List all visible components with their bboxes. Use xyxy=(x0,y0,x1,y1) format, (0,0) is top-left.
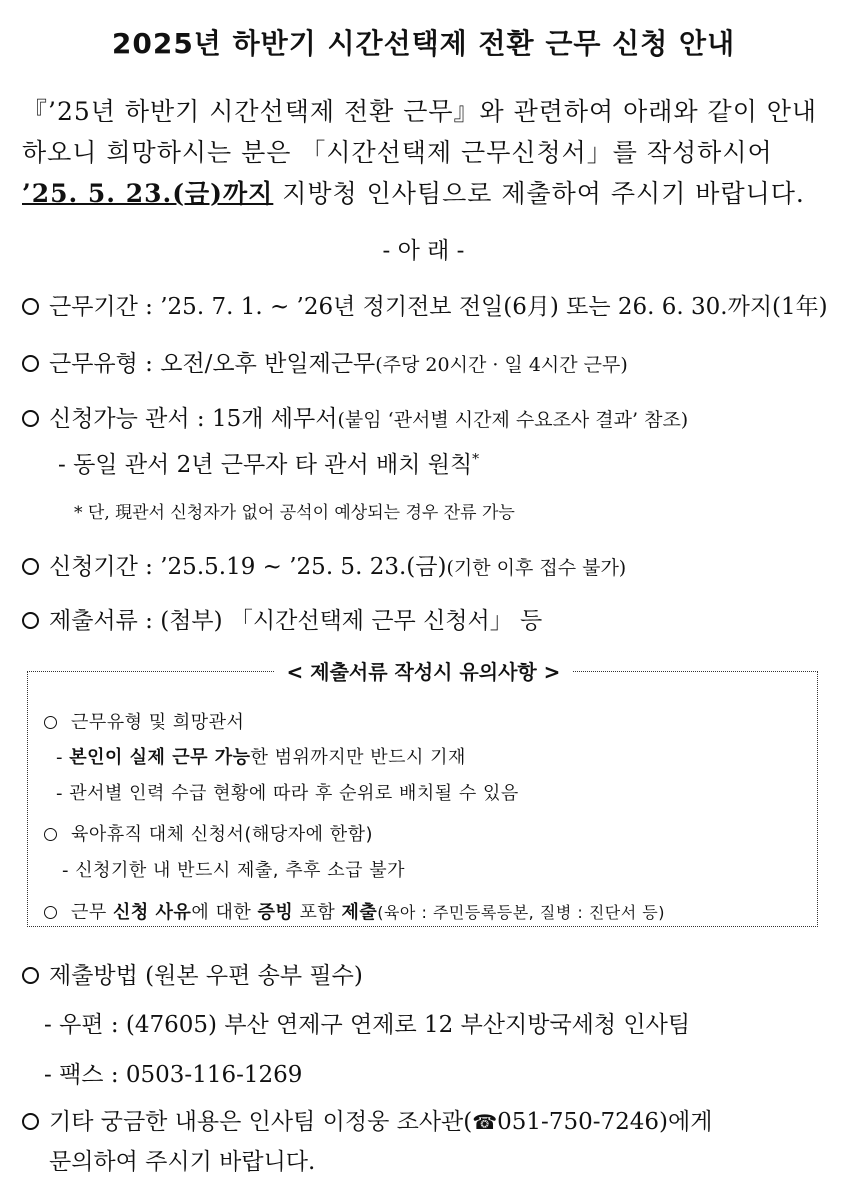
item-submit-method xyxy=(22,957,363,990)
notice-line-4-text: 육아휴직 대체 신청서(해당자에 한함) xyxy=(71,824,374,845)
section-marker: - 아 래 - xyxy=(382,238,465,264)
notice-line-6-g: (육아 : 주민등록등본, 질병 : 진단서 등) xyxy=(377,903,665,922)
notice-line-6-c: 에 대한 xyxy=(191,902,258,923)
item-documents xyxy=(22,602,542,635)
hollow-circle-icon xyxy=(44,906,57,919)
office-sub-rule xyxy=(58,446,479,479)
item-office xyxy=(22,400,688,433)
footnote-mark: * xyxy=(472,451,480,468)
item-period xyxy=(22,288,828,321)
contact-line-2: 문의하여 주시기 바랍니다. xyxy=(49,1149,316,1175)
circle-bullet-icon xyxy=(22,355,39,372)
submit-mail: - 우편 : (47605) 부산 연제구 연제로 12 부산지방국세청 인사팀 xyxy=(44,1012,691,1038)
circle-bullet-icon xyxy=(22,298,39,315)
notice-line-6-f: 제출 xyxy=(341,902,378,923)
contact-suffix: )에게 xyxy=(659,1109,713,1135)
office-sub-text: - 동일 관서 2년 근무자 타 관서 배치 원칙 xyxy=(58,452,473,478)
deadline-date: ’25. 5. 23.(금)까지 xyxy=(22,179,274,208)
office-text: 신청가능 관서 : 15개 세무서 xyxy=(49,406,338,432)
apply-text: 신청기간 : ’25.5.19 ~ ’25. 5. 23.(금) xyxy=(49,554,447,580)
apply-note: (기한 이후 접수 불가) xyxy=(446,557,627,579)
office-footnote: * 단, 現관서 신청자가 없어 공석이 예상되는 경우 잔류 가능 xyxy=(74,503,515,523)
intro-line-2: 하오니 희망하시는 분은 「시간선택제 근무신청서」를 작성하시어 xyxy=(22,138,773,167)
type-text: 근무유형 : 오전/오후 반일제근무 xyxy=(49,351,376,377)
notice-line-5: - 신청기한 내 반드시 제출, 추후 소급 불가 xyxy=(62,860,405,881)
circle-bullet-icon xyxy=(22,967,39,984)
notice-line-2 xyxy=(56,743,466,769)
hollow-circle-icon xyxy=(44,828,57,841)
notice-line-6-e: 포함 xyxy=(293,902,342,923)
item-type xyxy=(22,345,628,378)
notice-box-heading xyxy=(0,656,847,685)
period-text: 근무기간 : ’25. 7. 1. ~ ’26년 정기전보 전일(6月) 또는 26. 6. 30.까지(1年) xyxy=(49,294,828,320)
office-note: (붙임 ‘관서별 시간제 수요조사 결과’ 참조) xyxy=(337,409,689,431)
circle-bullet-icon xyxy=(22,558,39,575)
circle-bullet-icon xyxy=(22,612,39,629)
notice-line-3: - 관서별 인력 수급 현황에 따라 후 순위로 배치될 수 있음 xyxy=(56,783,519,804)
notice-dash: - xyxy=(56,747,70,768)
notice-heading-text: < 제출서류 작성시 유의사항 > xyxy=(275,660,573,684)
contact-line-1 xyxy=(22,1103,712,1136)
circle-bullet-icon xyxy=(22,1113,39,1130)
notice-line-1 xyxy=(44,708,244,734)
notice-line-2-emphasis: 본인이 실제 근무 가능 xyxy=(69,747,251,768)
contact-phone: 051-750-7246 xyxy=(497,1109,660,1135)
notice-line-6-a: 근무 xyxy=(71,902,113,923)
notice-line-6-d: 증빙 xyxy=(257,902,294,923)
submit-method-text: 제출방법 (원본 우편 송부 필수) xyxy=(49,963,363,989)
type-note: (주당 20시간 · 일 4시간 근무) xyxy=(375,354,628,376)
notice-line-4 xyxy=(44,820,373,846)
page-title: 2025년 하반기 시간선택제 전환 근무 신청 안내 xyxy=(111,27,736,60)
notice-line-6 xyxy=(44,898,665,924)
item-apply-period xyxy=(22,548,626,581)
hollow-circle-icon xyxy=(44,716,57,729)
notice-line-1-text: 근무유형 및 희망관서 xyxy=(71,712,245,733)
contact-text: 기타 궁금한 내용은 인사팀 이정웅 조사관( xyxy=(49,1109,473,1135)
notice-line-6-b: 신청 사유 xyxy=(113,902,192,923)
circle-bullet-icon xyxy=(22,410,39,427)
intro-line-3-text: 지방청 인사팀으로 제출하여 주시기 바랍니다. xyxy=(273,179,805,208)
intro-line-3 xyxy=(22,174,805,210)
telephone-icon: ☎ xyxy=(472,1110,498,1134)
submit-fax: - 팩스 : 0503-116-1269 xyxy=(44,1062,303,1088)
notice-line-2-text: 한 범위까지만 반드시 기재 xyxy=(250,747,466,768)
intro-line-1: 『’25년 하반기 시간선택제 전환 근무』와 관련하여 아래와 같이 안내 xyxy=(22,97,818,126)
documents-text: 제출서류 : (첨부) 「시간선택제 근무 신청서」 등 xyxy=(49,608,543,634)
